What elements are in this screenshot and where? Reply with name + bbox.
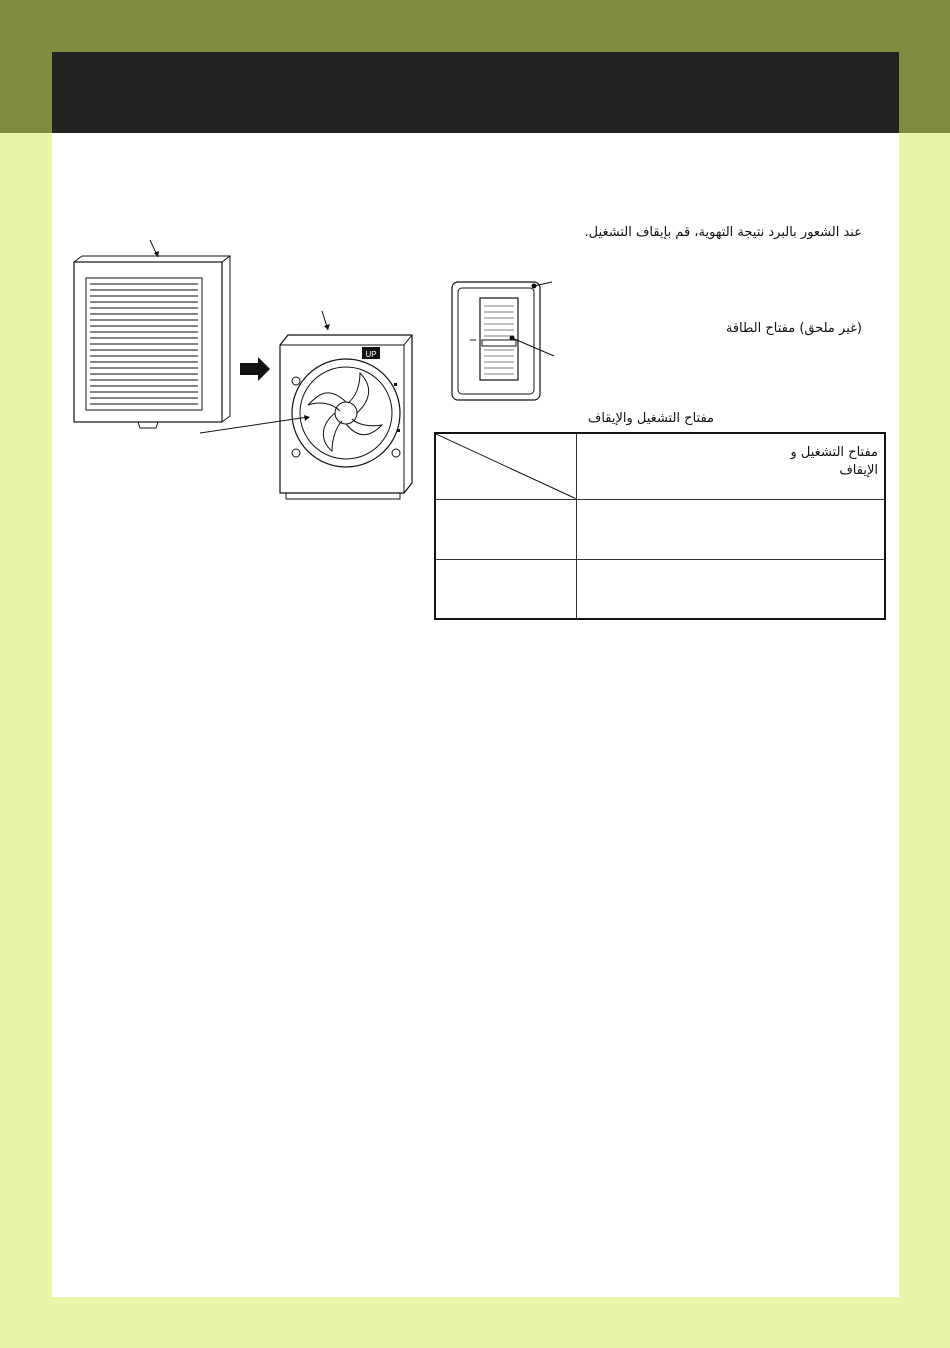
table-header-row [435,433,885,499]
diagonal-divider [436,434,576,499]
table-row [435,559,885,619]
power-switch-illustration [448,278,558,408]
table-row [435,499,885,559]
table-header-line-2: الإيقاف [839,463,878,478]
table-row-value [576,499,885,559]
table-corner-cell [435,433,576,499]
table-row-value [576,559,885,619]
grille-louvers [90,284,198,404]
intro-text: عند الشعور بالبرد نتيجة التهوية، قم بإيقاف التشغيل. [584,225,862,240]
insert-arrow-icon [240,357,270,381]
up-mark: UP [365,350,377,359]
table-header-cell [576,433,885,499]
header-bar [52,52,899,133]
power-switch-label: (غير ملحق) مفتاح الطاقة [725,321,862,336]
fan-unit-illustration [200,305,440,505]
table-row-label [435,499,576,559]
table-row-label [435,559,576,619]
table-header-line-1: مفتاح التشغيل و [790,445,878,460]
switch-status-table [434,432,886,620]
table-caption: مفتاح التشغيل والإيقاف [587,411,714,426]
